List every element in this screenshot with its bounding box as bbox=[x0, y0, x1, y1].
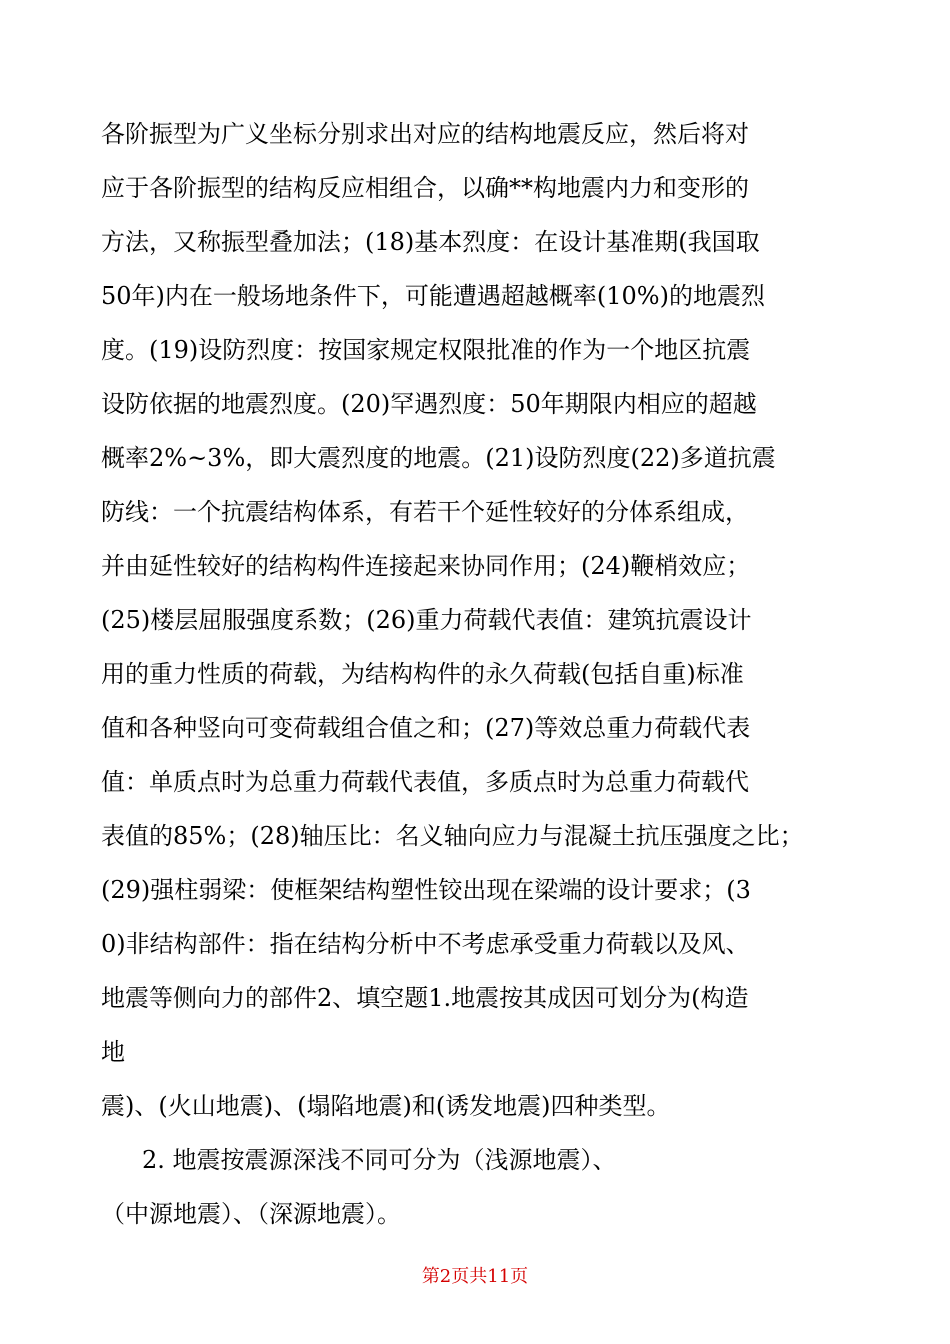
body-text-line: 地 bbox=[101, 1038, 125, 1066]
body-text-line: 应于各阶振型的结构反应相组合，以确**构地震内力和变形的 bbox=[101, 174, 749, 202]
body-text-line: 0)非结构部件：指在结构分析中不考虑承受重力荷载以及风、 bbox=[101, 930, 750, 958]
body-text-line: 防线：一个抗震结构体系，有若干个延性较好的分体系组成， bbox=[101, 498, 749, 526]
question-text-line: （中源地震）、（深源地震）。 bbox=[101, 1200, 401, 1228]
question-text-line: 2. 地震按震源深浅不同可分为（浅源地震）、 bbox=[142, 1146, 617, 1174]
body-text-line: 50年)内在一般场地条件下，可能遭遇超越概率(10%)的地震烈 bbox=[101, 282, 765, 310]
body-text-line: 并由延性较好的结构构件连接起来协同作用；(24)鞭梢效应； bbox=[101, 552, 751, 580]
page-number-footer: 第2页共11页 bbox=[421, 1266, 529, 1287]
body-text-line: 地震等侧向力的部件2、填空题1.地震按其成因可划分为(构造 bbox=[101, 984, 749, 1012]
body-text-line: (29)强柱弱梁：使框架结构塑性铰出现在梁端的设计要求；(3 bbox=[101, 876, 751, 904]
body-text-line: 值和各种竖向可变荷载组合值之和；(27)等效总重力荷载代表 bbox=[101, 714, 751, 742]
body-text-line: 用的重力性质的荷载，为结构构件的永久荷载(包括自重)标准 bbox=[101, 660, 744, 688]
body-text-line: 震)、(火山地震)、(塌陷地震)和(诱发地震)四种类型。 bbox=[101, 1092, 671, 1120]
body-text-line: 表值的85%；(28)轴压比：名义轴向应力与混凝土抗压强度之比； bbox=[101, 822, 804, 850]
body-text-line: (25)楼层屈服强度系数；(26)重力荷载代表值：建筑抗震设计 bbox=[101, 606, 752, 634]
body-text-line: 度。(19)设防烈度：按国家规定权限批准的作为一个地区抗震 bbox=[101, 336, 751, 364]
body-text-line: 各阶振型为广义坐标分别求出对应的结构地震反应，然后将对 bbox=[101, 120, 749, 148]
body-text-line: 值：单质点时为总重力荷载代表值，多质点时为总重力荷载代 bbox=[101, 768, 749, 796]
body-text-line: 方法，又称振型叠加法；(18)基本烈度：在设计基准期(我国取 bbox=[101, 228, 760, 256]
body-text-line: 概率2%~3%，即大震烈度的地震。(21)设防烈度(22)多道抗震 bbox=[101, 444, 776, 472]
body-text-line: 设防依据的地震烈度。(20)罕遇烈度：50年期限内相应的超越 bbox=[101, 390, 757, 418]
